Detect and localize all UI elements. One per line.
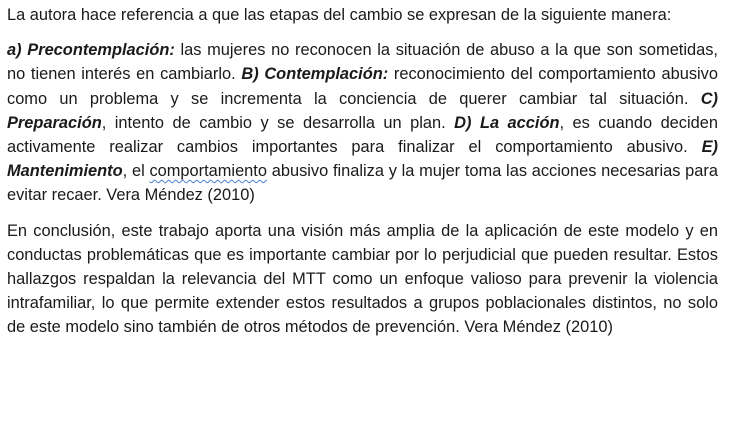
stage-text-maintenance: abusivo finaliza y la mujer toma las acciones necesarias para evitar recaer. Vera Méndez (2010) — [7, 162, 718, 205]
stage-text-preparation: , intento de cambio y se desarrolla un plan. — [101, 113, 455, 132]
spellcheck-marked-word[interactable]: comportamiento — [149, 162, 267, 181]
stage-label-precontemplation: a) Precontemplación: — [7, 41, 175, 60]
intro-paragraph: La autora hace referencia a que las etapas del cambio se expresan de la siguiente manera: — [7, 6, 672, 24]
stage-text-precontemplation: las mujeres no reconocen la situación de abuso a la que son sometidas, no tienen interés en cambiarlo. — [7, 41, 718, 84]
document-body — [7, 3, 718, 340]
conclusion-paragraph: En conclusión, este trabajo aporta una visión más amplia de la aplicación de este modelo y en conductas problemáticas que es importante cambiar por lo perjudicial que pueden resultar. Estos hallazgos respaldan la relevancia del MTT como un enfoque valioso para prevenir la violencia intrafamiliar, lo que permite extender estos resultados a grupos poblacionales distintos, no solo de este modelo sino también de otros métodos de prevención. Vera Méndez (2010) — [7, 221, 718, 337]
stage-label-action: D) La acción — [454, 113, 560, 132]
stage-label-contemplation: B) Contemplación: — [241, 65, 389, 84]
stage-text-maintenance-lead: , el — [122, 162, 150, 181]
stage-text-action: , es cuando deciden activamente realizar cambios importantes para finalizar el comportamiento abusivo. — [7, 113, 718, 157]
stage-label-preparation: C) Preparación — [7, 89, 718, 132]
stages-paragraph — [7, 38, 718, 207]
stage-label-maintenance: E) Mantenimiento — [7, 138, 718, 181]
stage-text-contemplation: reconocimiento del comportamiento abusivo como un problema y se incrementa la conciencia de querer cambiar tal situación. — [7, 65, 718, 108]
